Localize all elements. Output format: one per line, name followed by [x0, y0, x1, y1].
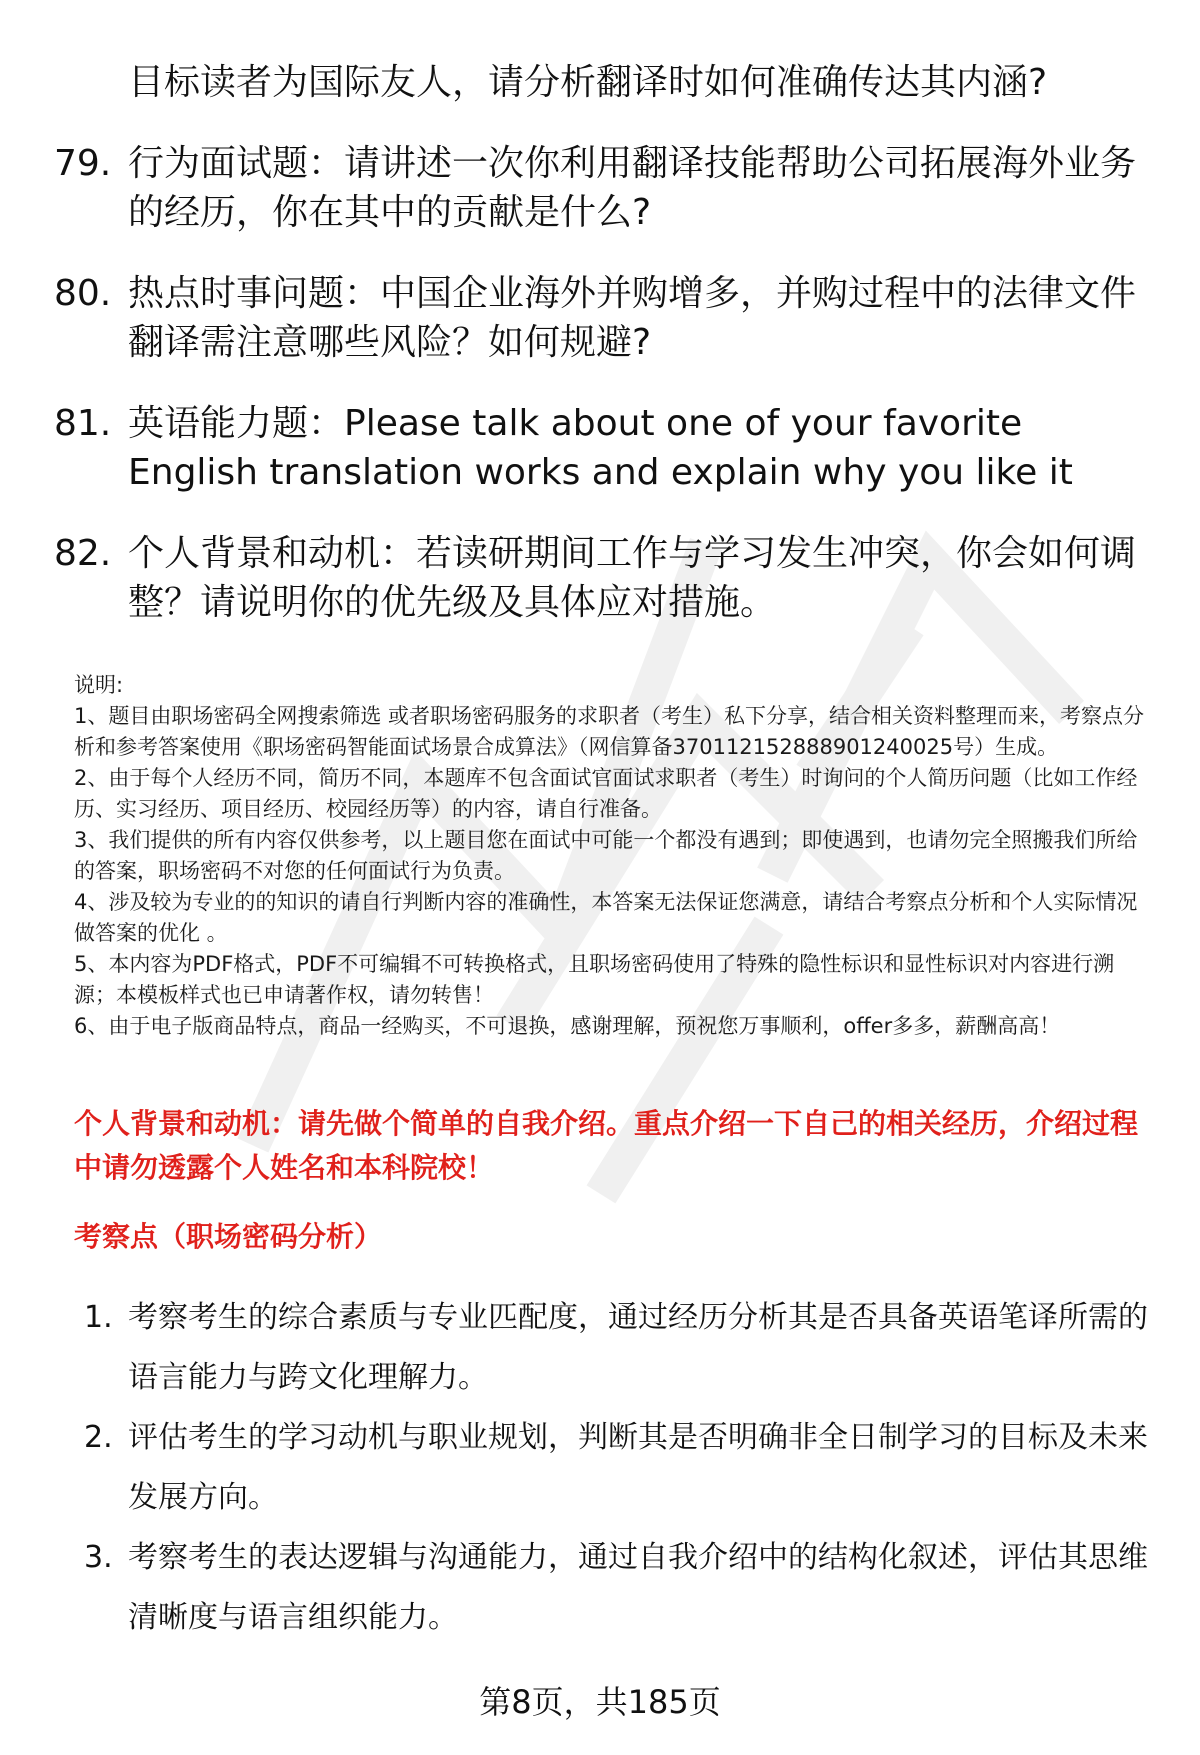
page-number: 第8页，共185页 [479, 1683, 721, 1721]
notes-item: 5、本内容为PDF格式，PDF不可编辑不可转换格式，且职场密码使用了特殊的隐性标识和显性标识对内容进行溯源；本模板样式也已申请著作权，请勿转售！ [74, 952, 1115, 1007]
featured-question: 个人背景和动机：请先做个简单的自我介绍。重点介绍一下自己的相关经历，介绍过程中请勿透露个人姓名和本科院校！ [74, 1107, 1139, 1184]
notes-item: 1、题目由职场密码全网搜索筛选 或者职场密码服务的求职者（考生）私下分享，结合相关资料整理而来，考察点分析和参考答案使用《职场密码智能面试场景合成算法》（网信算备370112152888901240025号）生成。 [74, 704, 1145, 759]
question-item-82 [54, 529, 1154, 627]
analysis-title: 考察点（职场密码分析） [74, 1220, 383, 1253]
question-item-78-cont [54, 58, 1154, 107]
analysis-text: 考察考生的表达逻辑与沟通能力，通过自我介绍中的结构化叙述，评估其思维清晰度与语言组织能力。 [128, 1540, 1148, 1635]
question-number: 82. [54, 533, 112, 574]
question-item-81 [54, 399, 1154, 497]
analysis-item [84, 1288, 1154, 1408]
question-number: 81. [54, 403, 112, 444]
question-number: 79. [54, 143, 112, 184]
question-list [54, 58, 1154, 659]
analysis-number: 3. [84, 1540, 113, 1575]
question-item-79 [54, 139, 1154, 237]
question-number: 80. [54, 273, 112, 314]
question-text: 目标读者为国际友人，请分析翻译时如何准确传达其内涵? [128, 62, 1048, 103]
analysis-number: 2. [84, 1420, 113, 1455]
question-text: 个人背景和动机：若读研期间工作与学习发生冲突，你会如何调整？请说明你的优先级及具体应对措施。 [128, 533, 1137, 623]
question-text: 英语能力题：Please talk about one of your favorite English translation works and explain why you like it [128, 403, 1073, 493]
analysis-text: 考察考生的综合素质与专业匹配度，通过经历分析其是否具备英语笔译所需的语言能力与跨文化理解力。 [128, 1300, 1148, 1395]
analysis-item [84, 1528, 1154, 1648]
notes-title: 说明: [74, 673, 124, 697]
analysis-text: 评估考生的学习动机与职业规划，判断其是否明确非全日制学习的目标及未来发展方向。 [128, 1420, 1148, 1515]
analysis-item [84, 1408, 1154, 1528]
analysis-number: 1. [84, 1300, 113, 1335]
notes-section [74, 670, 1154, 1042]
analysis-list [84, 1288, 1154, 1648]
question-item-80 [54, 269, 1154, 367]
notes-item: 2、由于每个人经历不同，简历不同，本题库不包含面试官面试求职者（考生）时询问的个人简历问题（比如工作经历、实习经历、项目经历、校园经历等）的内容，请自行准备。 [74, 766, 1138, 821]
notes-item: 6、由于电子版商品特点，商品一经购买，不可退换，感谢理解，预祝您万事顺利，offer多多，薪酬高高！ [74, 1014, 1061, 1038]
question-text: 行为面试题：请讲述一次你利用翻译技能帮助公司拓展海外业务的经历，你在其中的贡献是什么? [128, 143, 1137, 233]
notes-item: 3、我们提供的所有内容仅供参考，以上题目您在面试中可能一个都没有遇到；即使遇到，也请勿完全照搬我们所给的答案，职场密码不对您的任何面试行为负责。 [74, 828, 1138, 883]
notes-item: 4、涉及较为专业的的知识的请自行判断内容的准确性，本答案无法保证您满意，请结合考察点分析和个人实际情况做答案的优化 。 [74, 890, 1138, 945]
question-text: 热点时事问题：中国企业海外并购增多，并购过程中的法律文件翻译需注意哪些风险？如何规避? [128, 273, 1137, 363]
